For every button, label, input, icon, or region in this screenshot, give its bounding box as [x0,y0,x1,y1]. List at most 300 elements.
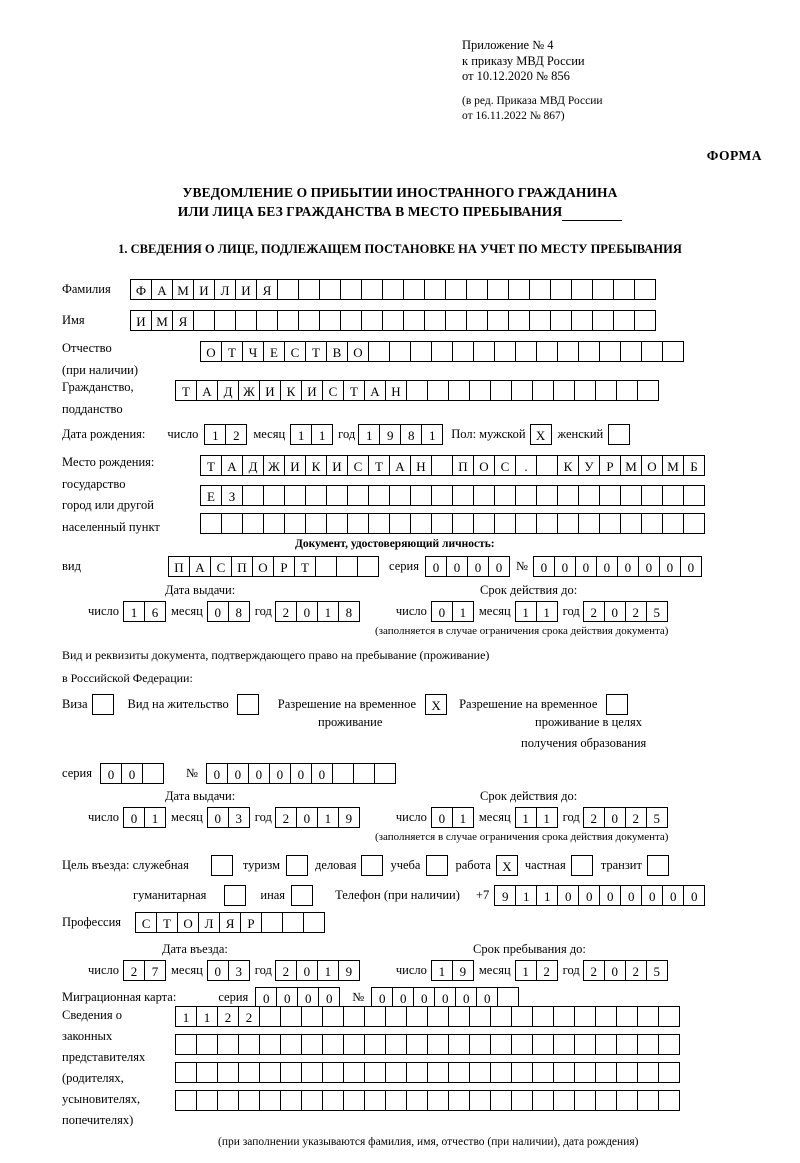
birthplace-box[interactable] [326,513,348,534]
birthplace-box[interactable] [515,485,537,506]
name-box[interactable]: М [151,310,173,331]
entry-month-box[interactable]: 3 [228,960,250,981]
surname-box[interactable] [487,279,509,300]
permit-number-box[interactable]: 0 [206,763,228,784]
legal-box[interactable] [343,1062,365,1083]
surname-box[interactable]: Л [214,279,236,300]
entry-year-boxes[interactable] [275,960,360,981]
citizenship-box[interactable] [469,380,491,401]
phone-box[interactable]: 0 [599,885,621,906]
birthplace-box[interactable] [347,485,369,506]
patronymic-box[interactable] [536,341,558,362]
name-box[interactable] [571,310,593,331]
legal-box[interactable] [637,1034,659,1055]
doc-number-box[interactable]: 0 [554,556,576,577]
sex-female-checkbox[interactable] [608,424,630,445]
legal-row-4[interactable] [175,1090,680,1111]
name-box[interactable] [508,310,530,331]
permit-valid-day-box[interactable]: 0 [431,807,453,828]
birth-day-box[interactable]: 1 [204,424,226,445]
doc-series-box[interactable]: 0 [488,556,510,577]
surname-box[interactable] [445,279,467,300]
name-box[interactable] [382,310,404,331]
legal-box[interactable] [217,1090,239,1111]
birthplace-box[interactable]: З [221,485,243,506]
birthplace-box[interactable] [662,485,684,506]
profession-boxes[interactable] [135,912,325,933]
birthplace-box[interactable] [578,513,600,534]
legal-box[interactable] [385,1090,407,1111]
legal-box[interactable] [595,1090,617,1111]
legal-box[interactable] [469,1006,491,1027]
phone-box[interactable]: 0 [641,885,663,906]
surname-box[interactable] [403,279,425,300]
surname-box[interactable] [592,279,614,300]
birthplace-box[interactable]: . [515,455,537,476]
legal-box[interactable] [448,1062,470,1083]
birthplace-box[interactable]: С [347,455,369,476]
purpose-transit-checkbox[interactable] [647,855,669,876]
birthplace-box[interactable] [620,485,642,506]
birthplace-box[interactable] [557,485,579,506]
surname-box[interactable] [277,279,299,300]
birthplace-box[interactable] [431,455,453,476]
permit-valid-year-box[interactable]: 5 [646,807,668,828]
birthplace-box[interactable]: А [389,455,411,476]
legal-box[interactable] [490,1034,512,1055]
profession-box[interactable]: С [135,912,157,933]
stay-year-box[interactable]: 2 [583,960,605,981]
doc-series-boxes[interactable] [425,556,510,577]
patronymic-box[interactable]: О [200,341,222,362]
legal-box[interactable] [217,1034,239,1055]
citizenship-box[interactable] [490,380,512,401]
permit-valid-month-boxes[interactable] [515,807,558,828]
surname-box[interactable] [424,279,446,300]
permit-issue-day-box[interactable]: 0 [123,807,145,828]
doc-valid-year-box[interactable]: 0 [604,601,626,622]
legal-box[interactable] [658,1006,680,1027]
birthplace-box[interactable]: Б [683,455,705,476]
doc-number-box[interactable]: 0 [575,556,597,577]
purpose-humanitarian-checkbox[interactable] [224,885,246,906]
birthplace-box[interactable] [683,513,705,534]
doc-number-boxes[interactable] [533,556,702,577]
patronymic-boxes[interactable] [200,341,684,362]
citizenship-box[interactable] [406,380,428,401]
birthplace-box[interactable] [515,513,537,534]
legal-row-1[interactable] [175,1006,680,1027]
birthplace-box[interactable] [347,513,369,534]
stay-month-box[interactable]: 1 [515,960,537,981]
legal-box[interactable]: 2 [217,1006,239,1027]
legal-box[interactable] [385,1062,407,1083]
birthplace-box[interactable]: К [305,455,327,476]
permit-valid-year-box[interactable]: 2 [625,807,647,828]
birthplace-box[interactable] [242,485,264,506]
legal-box[interactable] [658,1062,680,1083]
permit-number-box[interactable] [353,763,375,784]
name-box[interactable] [361,310,383,331]
legal-box[interactable] [511,1006,533,1027]
phone-box[interactable]: 1 [515,885,537,906]
doc-issue-day-boxes[interactable] [123,601,166,622]
legal-box[interactable] [301,1090,323,1111]
permit-issue-year-box[interactable]: 1 [317,807,339,828]
legal-box[interactable]: 1 [196,1006,218,1027]
legal-box[interactable] [553,1034,575,1055]
citizenship-box[interactable]: А [196,380,218,401]
legal-box[interactable] [238,1090,260,1111]
birthplace-box[interactable] [494,485,516,506]
legal-box[interactable] [196,1090,218,1111]
doc-kind-box[interactable] [336,556,358,577]
purpose-business-checkbox[interactable] [361,855,383,876]
surname-box[interactable] [508,279,530,300]
name-box[interactable] [298,310,320,331]
permit-valid-day-boxes[interactable] [431,807,474,828]
legal-box[interactable] [364,1090,386,1111]
doc-valid-year-box[interactable]: 2 [625,601,647,622]
citizenship-box[interactable]: С [322,380,344,401]
patronymic-box[interactable] [599,341,621,362]
doc-number-box[interactable]: 0 [533,556,555,577]
birthplace-box[interactable] [305,485,327,506]
doc-issue-month-box[interactable]: 8 [228,601,250,622]
surname-box[interactable] [319,279,341,300]
citizenship-box[interactable] [532,380,554,401]
surname-box[interactable] [613,279,635,300]
legal-box[interactable] [343,1034,365,1055]
entry-day-boxes[interactable] [123,960,166,981]
citizenship-boxes[interactable] [175,380,659,401]
birthplace-box[interactable] [326,485,348,506]
sex-male-checkbox[interactable]: X [530,424,552,445]
birthplace-box[interactable] [641,513,663,534]
permit-valid-year-box[interactable]: 2 [583,807,605,828]
legal-box[interactable] [616,1090,638,1111]
legal-box[interactable] [175,1090,197,1111]
permit-issue-day-boxes[interactable] [123,807,166,828]
surname-box[interactable]: Я [256,279,278,300]
legal-box[interactable] [616,1034,638,1055]
legal-box[interactable] [406,1090,428,1111]
legal-box[interactable] [616,1062,638,1083]
mig-series-boxes[interactable] [255,987,340,1008]
citizenship-box[interactable] [574,380,596,401]
name-box[interactable] [466,310,488,331]
permit-number-box[interactable]: 0 [290,763,312,784]
patronymic-box[interactable]: С [284,341,306,362]
doc-issue-day-box[interactable]: 6 [144,601,166,622]
legal-box[interactable] [322,1034,344,1055]
citizenship-box[interactable]: Т [343,380,365,401]
patronymic-box[interactable]: Е [263,341,285,362]
birthplace-box[interactable] [620,513,642,534]
name-boxes[interactable] [130,310,656,331]
citizenship-box[interactable] [511,380,533,401]
legal-box[interactable] [427,1062,449,1083]
mig-series-box[interactable]: 0 [297,987,319,1008]
profession-box[interactable] [261,912,283,933]
birthplace-box[interactable]: О [641,455,663,476]
citizenship-box[interactable] [637,380,659,401]
birth-month-boxes[interactable] [290,424,333,445]
mig-number-box[interactable]: 0 [371,987,393,1008]
doc-issue-year-box[interactable]: 1 [317,601,339,622]
purpose-tourism-checkbox[interactable] [286,855,308,876]
purpose-private-checkbox[interactable] [571,855,593,876]
legal-box[interactable] [511,1090,533,1111]
permit-issue-month-box[interactable]: 3 [228,807,250,828]
phone-box[interactable]: 0 [683,885,705,906]
birth-year-box[interactable]: 1 [358,424,380,445]
name-box[interactable] [340,310,362,331]
doc-number-box[interactable]: 0 [659,556,681,577]
doc-issue-month-boxes[interactable] [207,601,250,622]
surname-box[interactable] [382,279,404,300]
entry-year-box[interactable]: 0 [296,960,318,981]
birthplace-box[interactable] [242,513,264,534]
birthplace-box[interactable]: Т [200,455,222,476]
permit-number-box[interactable]: 0 [248,763,270,784]
birthplace-box[interactable] [683,485,705,506]
birthplace-box[interactable] [452,485,474,506]
patronymic-box[interactable] [557,341,579,362]
birthplace-box[interactable] [641,485,663,506]
name-box[interactable] [214,310,236,331]
doc-series-box[interactable]: 0 [446,556,468,577]
birth-year-box[interactable]: 9 [379,424,401,445]
legal-box[interactable] [637,1090,659,1111]
doc-valid-day-box[interactable]: 0 [431,601,453,622]
legal-box[interactable] [259,1090,281,1111]
birthplace-box[interactable] [599,513,621,534]
doc-valid-month-box[interactable]: 1 [515,601,537,622]
legal-box[interactable] [343,1090,365,1111]
legal-box[interactable] [259,1062,281,1083]
legal-box[interactable] [280,1062,302,1083]
doc-kind-box[interactable]: П [231,556,253,577]
citizenship-box[interactable]: Д [217,380,239,401]
permit-valid-year-box[interactable]: 0 [604,807,626,828]
permit-valid-year-boxes[interactable] [583,807,668,828]
birth-day-box[interactable]: 2 [225,424,247,445]
name-box[interactable] [613,310,635,331]
surname-box[interactable] [571,279,593,300]
stay-day-box[interactable]: 1 [431,960,453,981]
name-box[interactable] [550,310,572,331]
permit-number-box[interactable] [374,763,396,784]
legal-box[interactable] [532,1006,554,1027]
birthplace-box[interactable]: У [578,455,600,476]
doc-valid-year-boxes[interactable] [583,601,668,622]
legal-box[interactable] [532,1034,554,1055]
permit-valid-month-box[interactable]: 1 [515,807,537,828]
legal-box[interactable] [280,1006,302,1027]
citizenship-box[interactable] [595,380,617,401]
birthplace-box[interactable] [284,485,306,506]
citizenship-box[interactable] [616,380,638,401]
birthplace-box[interactable] [557,513,579,534]
phone-box[interactable]: 0 [578,885,600,906]
profession-box[interactable] [303,912,325,933]
legal-box[interactable] [385,1006,407,1027]
birthplace-row-2[interactable] [200,485,705,506]
legal-box[interactable] [175,1062,197,1083]
birthplace-box[interactable] [263,513,285,534]
temp-residence-checkbox[interactable]: X [425,694,447,715]
citizenship-box[interactable] [448,380,470,401]
entry-day-box[interactable]: 7 [144,960,166,981]
legal-box[interactable] [595,1062,617,1083]
legal-box[interactable] [574,1062,596,1083]
birth-month-box[interactable]: 1 [311,424,333,445]
name-box[interactable] [424,310,446,331]
legal-box[interactable] [553,1090,575,1111]
profession-box[interactable]: Т [156,912,178,933]
legal-box[interactable] [490,1062,512,1083]
legal-box[interactable] [469,1090,491,1111]
legal-box[interactable]: 2 [238,1006,260,1027]
legal-box[interactable] [553,1062,575,1083]
doc-kind-box[interactable] [357,556,379,577]
doc-kind-boxes[interactable] [168,556,379,577]
citizenship-box[interactable]: Ж [238,380,260,401]
purpose-service-checkbox[interactable] [211,855,233,876]
mig-number-box[interactable]: 0 [476,987,498,1008]
legal-box[interactable] [448,1006,470,1027]
patronymic-box[interactable] [620,341,642,362]
surname-box[interactable] [529,279,551,300]
patronymic-box[interactable] [368,341,390,362]
permit-series-boxes[interactable] [100,763,164,784]
birthplace-box[interactable] [410,513,432,534]
name-box[interactable] [319,310,341,331]
legal-box[interactable] [595,1006,617,1027]
profession-box[interactable]: Я [219,912,241,933]
doc-kind-box[interactable]: С [210,556,232,577]
mig-number-box[interactable]: 0 [392,987,414,1008]
legal-box[interactable] [532,1062,554,1083]
name-box[interactable] [403,310,425,331]
birthplace-box[interactable]: И [326,455,348,476]
birthplace-box[interactable]: М [620,455,642,476]
mig-series-box[interactable]: 0 [255,987,277,1008]
patronymic-box[interactable]: Ч [242,341,264,362]
doc-valid-day-box[interactable]: 1 [452,601,474,622]
stay-year-boxes[interactable] [583,960,668,981]
profession-box[interactable]: Р [240,912,262,933]
legal-box[interactable] [637,1006,659,1027]
surname-box[interactable] [340,279,362,300]
permit-number-boxes[interactable] [206,763,396,784]
patronymic-box[interactable]: В [326,341,348,362]
entry-month-boxes[interactable] [207,960,250,981]
name-box[interactable] [529,310,551,331]
doc-number-box[interactable]: 0 [596,556,618,577]
phone-box[interactable]: 0 [662,885,684,906]
legal-row-3[interactable] [175,1062,680,1083]
doc-issue-year-box[interactable]: 8 [338,601,360,622]
stay-year-box[interactable]: 5 [646,960,668,981]
birthplace-box[interactable]: К [557,455,579,476]
birthplace-box[interactable] [389,485,411,506]
stay-year-box[interactable]: 2 [625,960,647,981]
birth-day-boxes[interactable] [204,424,247,445]
legal-box[interactable] [301,1062,323,1083]
entry-year-box[interactable]: 2 [275,960,297,981]
permit-number-box[interactable] [332,763,354,784]
doc-valid-year-box[interactable]: 2 [583,601,605,622]
surname-box[interactable]: М [172,279,194,300]
doc-series-box[interactable]: 0 [425,556,447,577]
permit-issue-day-box[interactable]: 1 [144,807,166,828]
birthplace-box[interactable] [452,513,474,534]
name-box[interactable] [487,310,509,331]
citizenship-box[interactable]: А [364,380,386,401]
birthplace-box[interactable]: Ж [263,455,285,476]
birthplace-box[interactable] [263,485,285,506]
birthplace-box[interactable] [578,485,600,506]
purpose-study-checkbox[interactable] [426,855,448,876]
birthplace-box[interactable]: С [494,455,516,476]
legal-box[interactable] [658,1034,680,1055]
legal-box[interactable] [595,1034,617,1055]
permit-issue-month-box[interactable]: 0 [207,807,229,828]
legal-box[interactable] [469,1062,491,1083]
surname-box[interactable]: Ф [130,279,152,300]
citizenship-box[interactable] [427,380,449,401]
name-box[interactable] [634,310,656,331]
birthplace-box[interactable]: Т [368,455,390,476]
legal-box[interactable] [217,1062,239,1083]
stay-day-boxes[interactable] [431,960,474,981]
mig-number-box[interactable] [497,987,519,1008]
birth-year-boxes[interactable] [358,424,443,445]
mig-number-boxes[interactable] [371,987,519,1008]
legal-box[interactable] [280,1034,302,1055]
birth-month-box[interactable]: 1 [290,424,312,445]
permit-number-box[interactable]: 0 [227,763,249,784]
profession-box[interactable]: О [177,912,199,933]
patronymic-box[interactable] [410,341,432,362]
legal-box[interactable] [616,1006,638,1027]
legal-box[interactable] [532,1090,554,1111]
doc-series-box[interactable]: 0 [467,556,489,577]
birthplace-box[interactable]: М [662,455,684,476]
legal-box[interactable] [427,1090,449,1111]
legal-box[interactable] [637,1062,659,1083]
birthplace-box[interactable]: А [221,455,243,476]
birthplace-box[interactable] [494,513,516,534]
citizenship-box[interactable]: Н [385,380,407,401]
citizenship-box[interactable]: К [280,380,302,401]
birthplace-box[interactable] [536,485,558,506]
legal-box[interactable] [406,1062,428,1083]
patronymic-box[interactable] [494,341,516,362]
legal-box[interactable] [364,1062,386,1083]
mig-number-box[interactable]: 0 [455,987,477,1008]
birthplace-box[interactable] [200,513,222,534]
legal-box[interactable] [322,1090,344,1111]
citizenship-box[interactable]: И [301,380,323,401]
legal-box[interactable] [259,1006,281,1027]
residence-permit-checkbox[interactable] [237,694,259,715]
legal-box[interactable] [301,1006,323,1027]
phone-box[interactable]: 0 [620,885,642,906]
birthplace-box[interactable]: И [284,455,306,476]
